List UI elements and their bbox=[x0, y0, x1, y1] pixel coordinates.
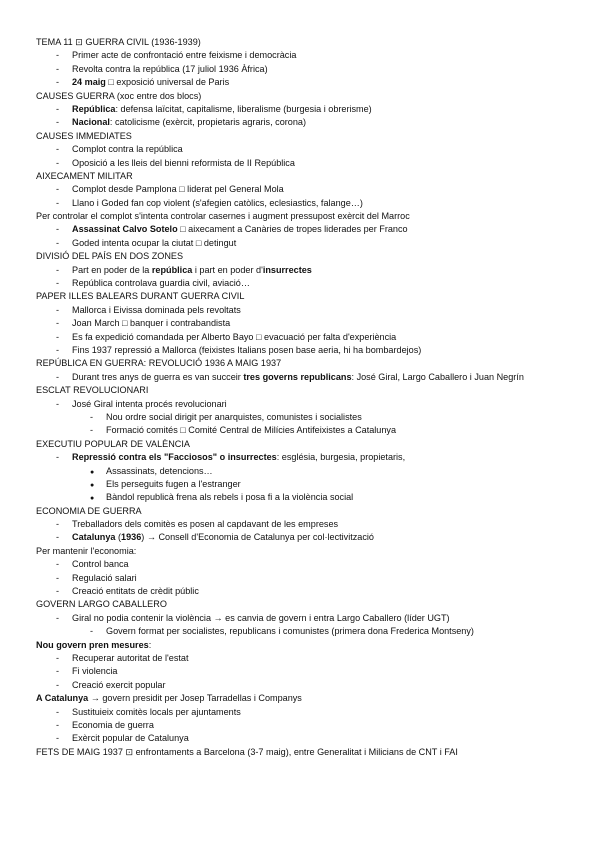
list-item bbox=[36, 103, 566, 116]
section-heading bbox=[36, 36, 566, 49]
list-item bbox=[36, 331, 566, 344]
list-item bbox=[36, 465, 566, 478]
section-heading bbox=[36, 598, 566, 611]
dash-marker: - bbox=[56, 63, 60, 74]
section-note: enfrontaments a Barcelona (3-7 maig), entre Generalitat i Milicians de CNT i FAI bbox=[133, 746, 458, 757]
text-run: ( bbox=[115, 532, 122, 543]
list-item bbox=[36, 344, 566, 357]
section-title: ECONOMIA DE GUERRA bbox=[36, 505, 142, 516]
dash-marker: - bbox=[56, 197, 60, 208]
list-item bbox=[36, 317, 566, 330]
list-item bbox=[36, 157, 566, 170]
text-run: Fins 1937 repressió a Mallorca (feixistes Italians posen base aeria, hi ha bombardejos) bbox=[72, 344, 422, 355]
dash-marker: - bbox=[56, 117, 60, 128]
list-item bbox=[36, 679, 566, 692]
text-run: Sustituieix comitès locals per ajuntaments bbox=[72, 706, 241, 717]
paragraph-line bbox=[36, 639, 566, 652]
keyword: Nou govern pren mesures bbox=[36, 639, 149, 650]
text-run: : defensa laïcitat, capitalisme, liberalisme (burgesia i obrerisme) bbox=[115, 103, 372, 114]
text-run: Govern format per socialistes, republicans i comunistes (primera dona Frederica Montseny) bbox=[106, 626, 474, 637]
list-item bbox=[36, 49, 566, 62]
section-title: REPÚBLICA EN GUERRA: REVOLUCIÓ 1936 A MAIG 1937 bbox=[36, 358, 282, 369]
text-run: i part en poder d' bbox=[192, 264, 263, 275]
dash-marker: - bbox=[56, 719, 60, 730]
dash-marker: - bbox=[90, 425, 94, 436]
dash-marker: - bbox=[56, 184, 60, 195]
list-item bbox=[36, 478, 566, 491]
text-run: Exèrcit popular de Catalunya bbox=[72, 733, 189, 744]
text-run: José Giral intenta procés revolucionari bbox=[72, 398, 227, 409]
dash-marker: - bbox=[56, 103, 60, 114]
dash-marker: - bbox=[56, 452, 60, 463]
keyword: tres governs republicans bbox=[243, 371, 352, 382]
topic-title-link[interactable]: TEMA 11 ⊡ GUERRA CIVIL (1936-1939) bbox=[36, 37, 201, 47]
text-run: : catolicisme (exèrcit, propietaris agraris, corona) bbox=[109, 117, 306, 128]
text-run: Nou ordre social dirigit per anarquistes, comunistes i socialistes bbox=[106, 411, 362, 422]
text-run: Primer acte de confrontació entre feixisme i democràcia bbox=[72, 50, 297, 61]
section-title: CAUSES IMMEDIATES bbox=[36, 130, 132, 141]
section-heading bbox=[36, 90, 566, 103]
text-run: Part en poder de la bbox=[72, 264, 152, 275]
section-title: EXECUTIU POPULAR DE VALÈNCIA bbox=[36, 438, 190, 449]
text-run: República controlava guardia civil, aviació… bbox=[72, 278, 250, 289]
dash-marker: - bbox=[56, 144, 60, 155]
text-run: : José Giral, Largo Caballero i Juan Negrín bbox=[351, 371, 524, 382]
section-heading bbox=[36, 357, 566, 370]
paragraph-line bbox=[36, 692, 566, 705]
list-item bbox=[36, 719, 566, 732]
text-run: → govern presidit per Josep Tarradellas i Companys bbox=[88, 693, 302, 704]
text-run: Revolta contra la república (17 juliol 1936 Àfrica) bbox=[72, 63, 268, 74]
list-item bbox=[36, 558, 566, 571]
dash-marker: - bbox=[56, 237, 60, 248]
section-heading bbox=[36, 746, 566, 759]
dash-marker: - bbox=[56, 304, 60, 315]
dash-marker: - bbox=[56, 612, 60, 623]
keyword: República bbox=[72, 103, 116, 114]
keyword: A Catalunya bbox=[36, 693, 89, 704]
keyword: Assassinat Calvo Sotelo bbox=[72, 224, 178, 235]
dash-marker: - bbox=[56, 706, 60, 717]
section-heading bbox=[36, 384, 566, 397]
paragraph-line bbox=[36, 545, 566, 558]
list-item bbox=[36, 531, 566, 544]
bullet-marker: ● bbox=[90, 481, 95, 489]
dash-marker: - bbox=[56, 344, 60, 355]
list-item bbox=[36, 572, 566, 585]
section-title: GOVERN LARGO CABALLERO bbox=[36, 599, 167, 610]
text-run: Per controlar el complot s'intenta controlar casernes i augment pressupost exèrcit del Marroc bbox=[36, 211, 410, 222]
text-run: Fi violencia bbox=[72, 666, 118, 677]
section-title: CAUSES GUERRA bbox=[36, 90, 117, 101]
text-run: : bbox=[148, 639, 152, 650]
dash-marker: - bbox=[56, 77, 60, 88]
text-run: Es fa expedició comandada per Alberto Bayo □ evacuació per falta d'experiència bbox=[72, 331, 397, 342]
section-title: FETS DE MAIG 1937 ⊡ bbox=[36, 746, 134, 757]
section-heading bbox=[36, 290, 566, 303]
section-heading bbox=[36, 170, 566, 183]
list-item bbox=[36, 732, 566, 745]
text-run: Treballadors dels comitès es posen al capdavant de les empreses bbox=[72, 519, 339, 530]
list-item bbox=[36, 223, 566, 236]
text-run: ) → Consell d'Economia de Catalunya per col·lectivització bbox=[141, 532, 374, 543]
section-heading bbox=[36, 438, 566, 451]
list-item bbox=[36, 665, 566, 678]
section-heading bbox=[36, 250, 566, 263]
list-item bbox=[36, 706, 566, 719]
dash-marker: - bbox=[56, 331, 60, 342]
keyword: Nacional bbox=[72, 117, 110, 128]
list-item bbox=[36, 237, 566, 250]
dash-marker: - bbox=[56, 586, 60, 597]
section-note: (xoc entre dos blocs) bbox=[116, 90, 202, 101]
list-item bbox=[36, 411, 566, 424]
document-page bbox=[36, 36, 566, 759]
list-item bbox=[36, 371, 566, 384]
dash-marker: - bbox=[56, 572, 60, 583]
dash-marker: - bbox=[90, 411, 94, 422]
section-title: PAPER ILLES BALEARS DURANT GUERRA CIVIL bbox=[36, 291, 245, 302]
list-item bbox=[36, 116, 566, 129]
section-title: AIXECAMENT MILITAR bbox=[36, 170, 133, 181]
list-item bbox=[36, 424, 566, 437]
text-run: Els perseguits fugen a l'estranger bbox=[106, 478, 241, 489]
dash-marker: - bbox=[56, 157, 60, 168]
text-run: Giral no podia contenir la violència → es canvia de govern i entra Largo Caballero (líder UGT) bbox=[72, 612, 450, 623]
text-run: Recuperar autoritat de l'estat bbox=[72, 652, 189, 663]
keyword: 24 maig bbox=[72, 77, 106, 88]
text-run: Goded intenta ocupar la ciutat □ detingut bbox=[72, 237, 237, 248]
text-run: Bàndol republicà frena als rebels i posa fi a la violència social bbox=[106, 492, 354, 503]
dash-marker: - bbox=[56, 666, 60, 677]
list-item bbox=[36, 625, 566, 638]
list-item bbox=[36, 398, 566, 411]
dash-marker: - bbox=[56, 733, 60, 744]
text-run: Assassinats, detencions… bbox=[106, 465, 213, 476]
dash-marker: - bbox=[56, 50, 60, 61]
text-run: Control banca bbox=[72, 559, 129, 570]
text-run: Mallorca i Eivissa dominada pels revoltats bbox=[72, 304, 241, 315]
list-item bbox=[36, 76, 566, 89]
dash-marker: - bbox=[56, 398, 60, 409]
dash-marker: - bbox=[56, 519, 60, 530]
section-title: DIVISIÓ DEL PAÍS EN DOS ZONES bbox=[36, 251, 184, 262]
section-heading bbox=[36, 505, 566, 518]
keyword: república bbox=[151, 264, 193, 275]
list-item bbox=[36, 63, 566, 76]
list-item bbox=[36, 612, 566, 625]
dash-marker: - bbox=[56, 264, 60, 275]
dash-marker: - bbox=[56, 278, 60, 289]
bullet-marker: ● bbox=[90, 495, 95, 503]
text-run: Llano i Goded fan cop violent (s'afegien catòlics, eclesiastics, falange…) bbox=[72, 197, 363, 208]
dash-marker: - bbox=[56, 371, 60, 382]
text-run: Complot contra la república bbox=[72, 144, 183, 155]
list-item bbox=[36, 264, 566, 277]
text-run: Creació entitats de crèdit públic bbox=[72, 586, 199, 597]
text-run: Economia de guerra bbox=[72, 719, 154, 730]
list-item bbox=[36, 183, 566, 196]
keyword: Catalunya bbox=[72, 532, 116, 543]
section-heading bbox=[36, 130, 566, 143]
dash-marker: - bbox=[56, 318, 60, 329]
keyword: 1936 bbox=[121, 532, 142, 543]
text-run: Creació exercit popular bbox=[72, 679, 166, 690]
bullet-marker: ● bbox=[90, 468, 95, 476]
dash-marker: - bbox=[90, 626, 94, 637]
dash-marker: - bbox=[56, 224, 60, 235]
dash-marker: - bbox=[56, 559, 60, 570]
text-run: Complot desde Pamplona □ liderat pel General Mola bbox=[72, 184, 284, 195]
keyword: Repressió contra els "Facciosos" o insurrectes bbox=[72, 452, 277, 463]
section-title: ESCLAT REVOLUCIONARI bbox=[36, 385, 149, 396]
list-item bbox=[36, 652, 566, 665]
list-item bbox=[36, 585, 566, 598]
list-item bbox=[36, 304, 566, 317]
list-item bbox=[36, 518, 566, 531]
dash-marker: - bbox=[56, 679, 60, 690]
text-run: : església, burgesia, propietaris, bbox=[276, 452, 406, 463]
text-run: Formació comités □ Comité Central de Milícies Antifeixistes a Catalunya bbox=[106, 425, 397, 436]
list-item bbox=[36, 491, 566, 504]
text-run: □ exposició universal de Paris bbox=[105, 77, 230, 88]
keyword: insurrectes bbox=[262, 264, 312, 275]
text-run: □ aixecament a Canàries de tropes liderades per Franco bbox=[177, 224, 408, 235]
text-run: Regulació salari bbox=[72, 572, 137, 583]
text-run: Joan March □ banquer i contrabandista bbox=[72, 318, 231, 329]
text-run: Oposició a les lleis del bienni reformista de II República bbox=[72, 157, 295, 168]
dash-marker: - bbox=[56, 532, 60, 543]
list-item bbox=[36, 143, 566, 156]
list-item bbox=[36, 451, 566, 464]
list-item bbox=[36, 197, 566, 210]
dash-marker: - bbox=[56, 652, 60, 663]
text-run: Durant tres anys de guerra es van succeir bbox=[72, 371, 244, 382]
paragraph-line bbox=[36, 210, 566, 223]
text-run: Per mantenir l'economia: bbox=[36, 545, 137, 556]
list-item bbox=[36, 277, 566, 290]
